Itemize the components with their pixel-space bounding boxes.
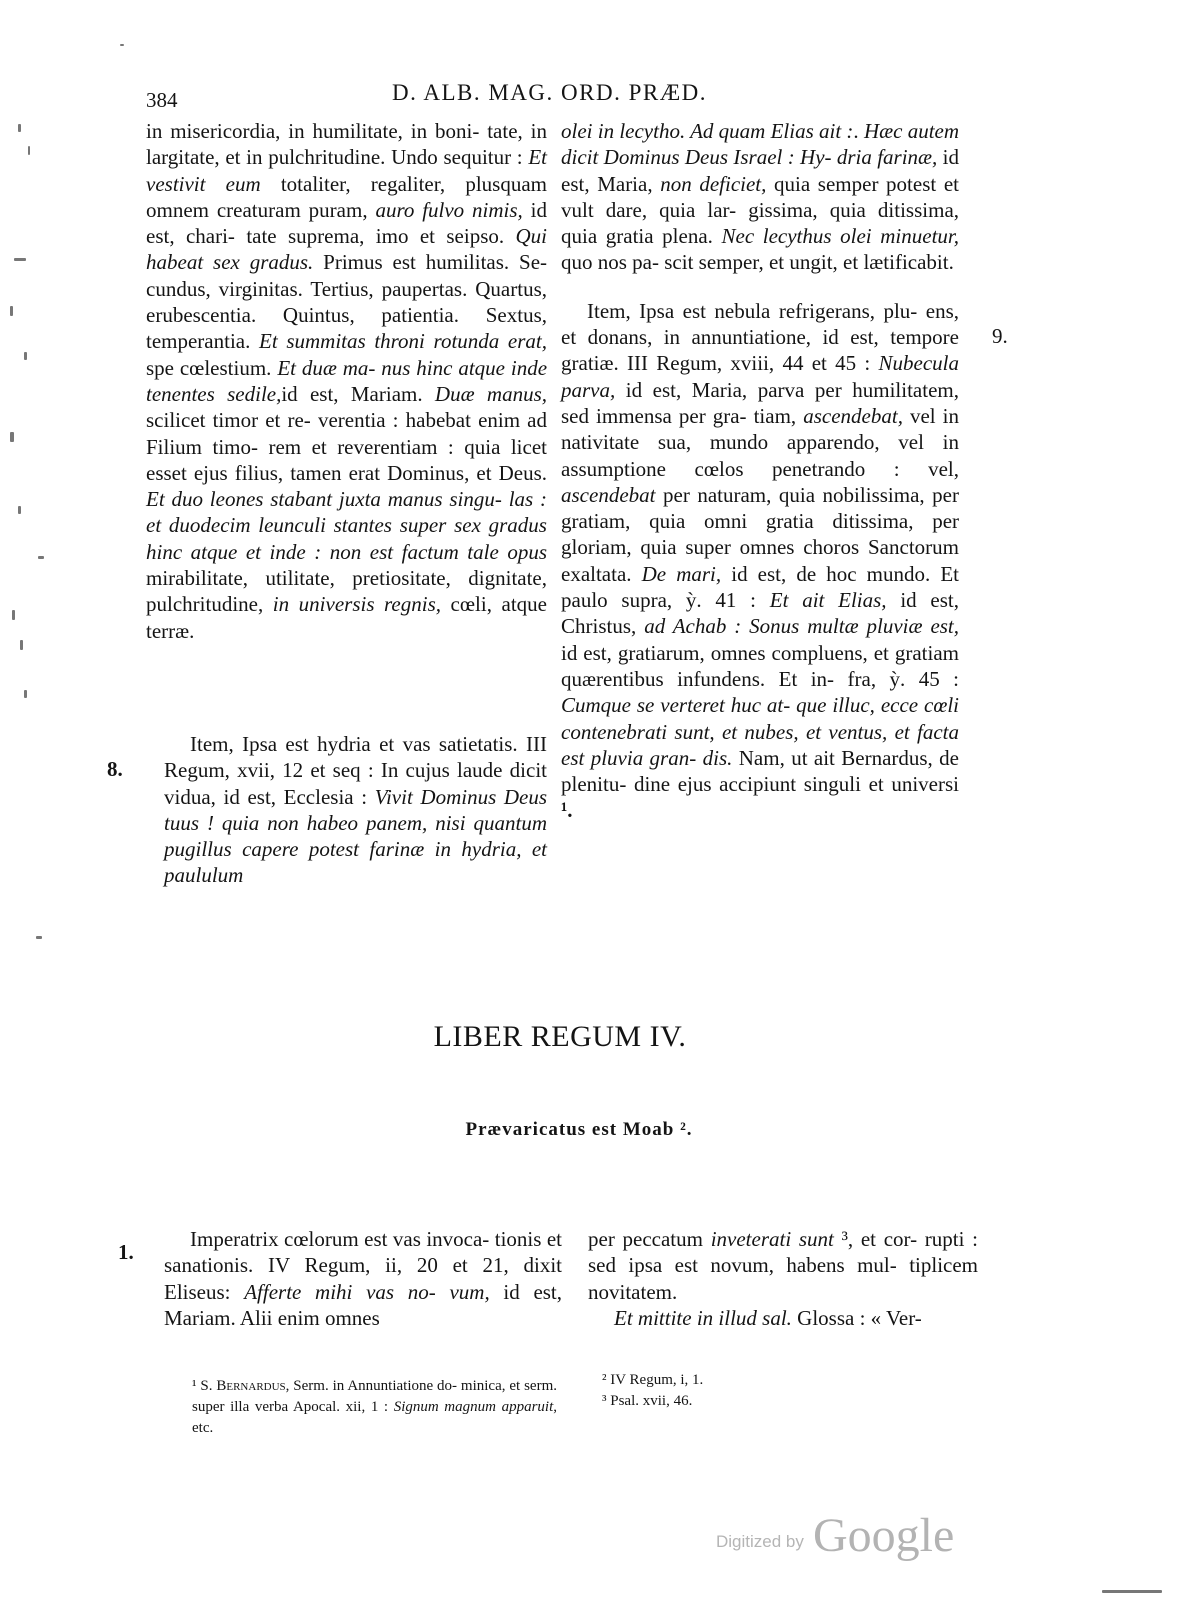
italic-run: Et bbox=[146, 487, 165, 512]
text-line: cundus, virginitas. Tertius, paupertas. bbox=[146, 276, 468, 301]
italic-run: Et ait Elias, bbox=[769, 588, 887, 613]
text-run: quo nos pa- bbox=[561, 250, 659, 275]
text-run: puram, bbox=[308, 197, 376, 222]
italic-run: factum tale opus bbox=[401, 539, 547, 564]
text-run: exaltata. bbox=[561, 561, 642, 586]
text-run: Glossa : « Ver- bbox=[791, 1305, 922, 1330]
italic-run: est, bbox=[930, 614, 960, 639]
italic-run: Nubecula parva, bbox=[561, 351, 959, 402]
text-run: id est, bbox=[886, 588, 959, 613]
text-line: tate, in largitate, et in pulchritudine. bbox=[146, 119, 547, 170]
subtitle-footnote-marker: ². bbox=[680, 1119, 693, 1140]
section-title: LIBER REGUM IV. bbox=[433, 1020, 687, 1053]
italic-run: dria farinæ, bbox=[836, 145, 938, 170]
section-subtitle bbox=[0, 1119, 1158, 1141]
text-run: Nam, ut ait Bernardus, de plenitu- bbox=[561, 745, 960, 797]
italic-run: olei in lecytho. Ad quam Elias ait : bbox=[561, 119, 854, 143]
text-line: in misericordia, in humilitate, in boni- bbox=[146, 119, 480, 143]
italic-line: potest farinæ in hydria, et paululum bbox=[164, 837, 548, 888]
italic-run: non deficiet, bbox=[660, 171, 767, 196]
footnote-1 bbox=[192, 1376, 557, 1439]
text-run: dine ejus accipiunt singuli et universi bbox=[633, 772, 960, 797]
text-run: 45 : bbox=[835, 351, 879, 376]
text-line: minica, et serm. super illa verba Apocal. xii, 1 : bbox=[192, 1378, 557, 1415]
text-run: id est, chari- bbox=[146, 197, 548, 249]
footnote-marker: ¹. bbox=[561, 798, 573, 823]
subtitle-text: Prævaricatus est Moab bbox=[465, 1119, 675, 1140]
text-run: . bbox=[853, 119, 864, 143]
text-line: tiplicem novitatem. bbox=[588, 1253, 979, 1304]
page-number: 384 bbox=[146, 88, 178, 112]
google-logo: Google bbox=[813, 1509, 955, 1562]
italic-line: duo leones stabant juxta manus singu- bbox=[171, 487, 502, 512]
text-run: , Serm. in Annuntiatione do- bbox=[285, 1378, 458, 1394]
paragraph bbox=[588, 1305, 978, 1331]
italic-run: Nec lecythus olei minuetur, bbox=[721, 224, 959, 249]
text-line: tionis et sanationis. IV Regum, ii, 20 bbox=[164, 1227, 562, 1278]
text-run: laude dicit vidua, id est, Ecclesia : bbox=[164, 758, 547, 809]
paragraph bbox=[561, 118, 959, 276]
italic-run: Et vestivit eum bbox=[146, 145, 548, 196]
text-run: totaliter, bbox=[260, 171, 351, 196]
text-line: naturam, quia nobilissima, per gratiam, bbox=[561, 482, 959, 534]
text-line: et gratiam quærentibus infundens. Et in- bbox=[561, 640, 960, 691]
italic-run: dis. bbox=[702, 745, 733, 770]
text-run: per peccatum bbox=[588, 1227, 711, 1251]
italic-run: sex gradus. bbox=[213, 250, 314, 275]
text-run: cœli, atque terræ. bbox=[146, 592, 547, 643]
text-line: ens, et donans, in annuntiatione, id est, bbox=[561, 298, 959, 350]
text-run: id est, Maria, bbox=[561, 145, 959, 196]
italic-run: in bbox=[272, 592, 290, 617]
italic-run: rotunda erat, bbox=[433, 329, 547, 354]
text-run: scilicet timor et re- bbox=[146, 408, 311, 433]
text-line: Item, Ipsa est nebula refrigerans, plu- bbox=[587, 298, 918, 323]
text-run: per bbox=[655, 482, 690, 507]
text-run: mirabilitate, utilitate, bbox=[146, 566, 335, 591]
italic-run: Et duæ ma- bbox=[277, 355, 376, 380]
italic-run: ascendebat bbox=[561, 482, 656, 507]
upper-left-column bbox=[146, 118, 547, 644]
text-line: regaliter, plusquam omnem creaturam bbox=[146, 171, 547, 222]
paragraph bbox=[164, 731, 547, 889]
text-line: III Regum, xvii, 12 et seq : In cujus bbox=[164, 732, 548, 783]
footnote-3: ³ Psal. xvii, 46. bbox=[602, 1393, 693, 1409]
text-run: id est, Maria, parva bbox=[615, 377, 805, 402]
italic-run: ascendebat, bbox=[803, 403, 903, 428]
paragraph-number-1: 1. bbox=[118, 1240, 134, 1264]
text-line: mundo apparendo, vel in assumptione bbox=[561, 430, 959, 481]
upper-left-column-paragraph-8 bbox=[164, 731, 547, 889]
text-run: spe cœlestium. bbox=[146, 355, 278, 380]
italic-run: universis regnis, bbox=[298, 592, 442, 617]
paragraph bbox=[146, 118, 547, 644]
italic-line: autem dicit Dominus Deus Israel : Hy- bbox=[561, 119, 960, 170]
italic-line: sex gradus hinc atque et inde : non est bbox=[146, 513, 547, 564]
text-run: Undo sequitur : bbox=[391, 145, 529, 170]
italic-run: De mari, bbox=[641, 561, 722, 586]
paragraph bbox=[588, 1226, 978, 1305]
text-run: Primus est humilitas. Se- bbox=[313, 250, 548, 275]
italic-run: Duæ manus, bbox=[434, 381, 547, 406]
lower-left-column bbox=[164, 1226, 562, 1331]
text-line: rem et reverentiam : quia licet esset ejus bbox=[146, 434, 547, 485]
footnote-2: ² IV Regum, i, 1. bbox=[602, 1372, 704, 1388]
author-name: Bernardus bbox=[216, 1378, 286, 1394]
text-run: id est, de hoc mundo. bbox=[721, 561, 931, 586]
italic-run: nus hinc atque inde tenentes sedile, bbox=[146, 355, 548, 406]
digitized-by-label: Digitized by bbox=[716, 1532, 804, 1551]
text-line: quia semper potest et vult dare, quia lar- bbox=[561, 171, 959, 222]
text-run: Christus, bbox=[561, 614, 645, 639]
italic-run: Qui habeat bbox=[146, 224, 547, 275]
text-run: ³, et cor- bbox=[833, 1227, 918, 1251]
paragraph-number-9: 9. bbox=[992, 324, 1008, 348]
footnotes-right bbox=[602, 1370, 902, 1412]
paragraph bbox=[164, 1226, 562, 1331]
text-run: tate suprema, imo et seipso. bbox=[246, 224, 516, 249]
italic-run: Afferte mihi vas no- bbox=[244, 1279, 436, 1304]
text-run: id est, gratiarum, omnes compluens, bbox=[561, 640, 868, 665]
text-run: Et paulo supra, ỳ. 41 : bbox=[561, 561, 959, 613]
italic-line: las : et duodecim leunculi stantes super bbox=[146, 487, 547, 538]
italic-run: Vivit bbox=[374, 784, 413, 809]
text-run: pretiositate, dignitate, pulchritudine, bbox=[146, 566, 547, 617]
text-line: Item, Ipsa est hydria et vas satietatis. bbox=[190, 732, 518, 756]
paragraph bbox=[561, 298, 959, 824]
italic-run: Et summitas throni bbox=[259, 329, 425, 354]
text-run: vel in nativitate sua, bbox=[561, 403, 960, 455]
italic-run: Et mittite in illud sal. bbox=[614, 1305, 792, 1330]
paragraph-number-8: 8. bbox=[107, 757, 123, 781]
upper-right-column bbox=[561, 118, 959, 824]
text-run: tiam, bbox=[753, 403, 804, 428]
text-run: cœlos penetrando : vel, bbox=[694, 456, 959, 481]
text-line: scit semper, et ungit, et lætificabit. bbox=[664, 250, 954, 275]
text-line: tempore gratiæ. III Regum, xviii, 44 et bbox=[561, 325, 959, 376]
text-line: gissima, quia ditissima, quia gratia plena. bbox=[561, 197, 960, 249]
italic-line: panem, nisi quantum pugillus capere bbox=[164, 810, 548, 862]
italic-line: que illuc, ecce cœli contenebrati sunt, et bbox=[561, 693, 959, 744]
italic-run: vum, bbox=[449, 1279, 490, 1304]
italic-run: Cumque se verteret huc at- bbox=[561, 693, 791, 718]
text-line: quia omni gratia ditissima, per gloriam, bbox=[561, 509, 960, 560]
italic-run: auro fulvo nimis, bbox=[375, 197, 523, 222]
italic-run: ad Achab : Sonus multæ pluviæ bbox=[644, 614, 923, 639]
text-run: , etc. bbox=[192, 1399, 558, 1436]
text-run: filius, tamen erat Dominus, et Deus. bbox=[234, 460, 547, 485]
text-line: Imperatrix cœlorum est vas invoca- bbox=[190, 1227, 490, 1251]
text-run: fra, ỳ. 45 : bbox=[847, 666, 959, 691]
text-run: Sextus, temperantia. bbox=[146, 303, 548, 354]
text-line: verentia : habebat enim ad Filium timo- bbox=[146, 408, 547, 459]
text-run: ¹ S. bbox=[192, 1378, 217, 1394]
text-line: per humilitatem, sed immensa per gra- bbox=[561, 377, 959, 428]
text-run: id est, Mariam. Alii enim omnes bbox=[164, 1279, 563, 1330]
text-line: rupti : sed ipsa est novum, habens mul- bbox=[588, 1227, 978, 1278]
text-line: quia super omnes choros Sanctorum bbox=[640, 535, 959, 560]
italic-run: Hæc bbox=[863, 119, 903, 143]
running-head: D. ALB. MAG. ORD. PRÆD. bbox=[392, 80, 708, 105]
italic-line: Dominus Deus tuus ! quia non habeo bbox=[164, 784, 548, 835]
text-run: et 21, dixit Eliseus: bbox=[164, 1253, 562, 1304]
text-line: Quartus, erubescentia. Quintus, patientia. bbox=[146, 276, 548, 328]
text-run: Mariam. bbox=[350, 381, 435, 406]
lower-right-column bbox=[588, 1226, 978, 1331]
text-run: id est, bbox=[281, 381, 339, 406]
italic-run: Signum magnum apparuit bbox=[393, 1399, 554, 1415]
italic-line: nubes, et ventus, et facta est pluvia gran- bbox=[561, 719, 959, 770]
italic-run: inveterati sunt bbox=[710, 1227, 834, 1251]
